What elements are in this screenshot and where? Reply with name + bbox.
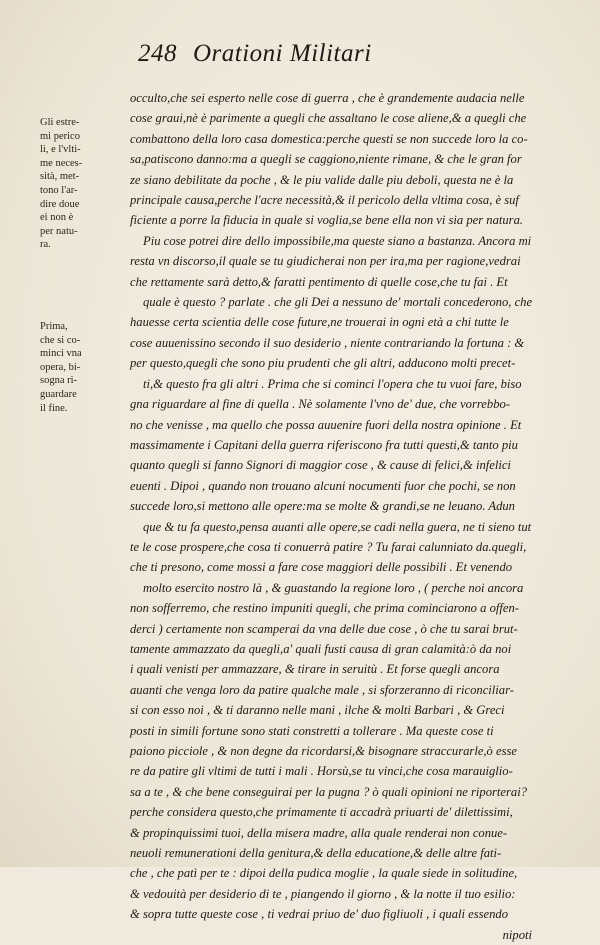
page-header [138,40,372,68]
margin-note-line: guardare [40,388,77,400]
text-line: no che venisse , ma quello che possa auuenire fuori della nostra opinione . Et [130,417,522,432]
margin-note-line: opera, bi- [40,361,81,373]
text-line: si con esso noi , & ti daranno nelle mani , ilche & molti Barbari , & Greci [130,703,505,718]
margin-note-line: mi perico [40,130,80,142]
margin-note-line: il fine. [40,402,68,414]
text-line: che rettamente sarà detto,& faratti pentimento di quelle cose,che tu fai . Et [130,274,508,289]
text-line: neuoli remunerationi della genitura,& della educatione,& delle altre fati- [130,846,502,861]
text-line: occulto,che sei esperto nelle cose di guerra , che è grandemente audacia nelle [130,91,525,105]
text-line: & sopra tutte queste cose , ti vedrai priuo de' duo figliuoli , i quali essendo [130,907,509,922]
text-line: quanto quegli si fanno Signori di maggior cose , & cause di felici,& infelici [130,458,511,473]
text-line: paiono picciole , & non degne da ricordarsi,& bisognare straccurarle,ò esse [130,744,517,758]
margin-note-first-the-end [40,320,82,415]
text-line: gna riguardare al fine di quella . Nè solamente l'vno de' due, che vorrebbo- [130,397,510,412]
text-line: succede loro,si mettono alle opere:ma se molte & grandi,se ne leuano. Adun [130,499,515,514]
text-line: & propinquissimi tuoi, della misera madre, alla quale renderai non conue- [130,825,508,840]
text-line: perche considera questo,che primamente ti accadrà priuarti de' dilettissimi, [130,805,513,820]
text-line: re da patire gli vltimi de tutti i mali . Horsù,se tu vinci,che cosa marauiglio- [130,764,513,779]
text-line: que & tu fa questo,pensa auanti alle opere,se cadi nella guera, ne ti sieno tut [143,519,532,534]
margin-note-line: sogna ri- [40,375,78,387]
text-line: resta vn discorso,il quale se tu giudicherai non per ira,ma per ragione,vedrai [130,254,521,269]
text-line: molto esercito nostro là , & guastando la regione loro , ( perche noi ancora [143,580,524,595]
text-line: cose auuenissino secondo il suo desiderio , niente contrariando la fortuna : & [130,335,525,350]
text-line: non sofferremo, che restino impuniti quegli, che prima cominciarono a offen- [130,601,519,616]
text-line: ze siano debilitate da poche , & le piu valide dalle piu deboli, questa ne è la [130,172,514,187]
text-line: hauesse certa scientia delle cose future,ne trouerai in ogni età a chi tutte le [130,315,509,330]
text-line: cose graui,nè è parimente a quegli che assaltano le cose aliene,& a quegli che [130,111,527,126]
text-line: che ti presono, come mossi a fare cose maggiori delle possibili . Et venendo [130,560,513,575]
margin-note-line: sità, met- [40,171,80,183]
text-line: derci ) certamente non scamperai da vna delle due cose , ò che tu sarai brut- [130,621,518,636]
margin-note-line: Gli estre- [40,117,80,128]
text-line: euenti . Dipoi , quando non trouano alcuni nocumenti fuor che pochi, se non [130,478,516,493]
catchword: nipoti [502,927,532,942]
text-line: posti in simili fortune sono stati constretti a tollerare . Ma queste cose ti [130,723,494,738]
margin-note-line: dire doue [40,198,80,210]
running-title: Orationi Militari [193,40,372,67]
margin-note-line: li, e l'vlti- [40,144,81,156]
margin-note-line: per natu- [40,225,78,237]
text-line: sa,patiscono danno:ma a quegli se caggiono,niente rimane, & che le gran for [130,152,522,167]
margin-note-line: minci vna [40,348,82,360]
margin-note-line: ra. [40,239,51,251]
text-line: tamente ammazzato da quegli,a' quali fusti causa di gran calamità:ò da noi [130,641,512,656]
margin-note-line: che si co- [40,334,81,346]
text-line: combattono della loro casa domestica:perche questi se non succede loro la co- [130,131,528,146]
page-number: 248 [138,40,177,67]
text-line: Piu cose potrei dire dello impossibile,ma queste siano a bastanza. Ancora mi [143,233,532,248]
margin-note-line: Prima, [40,321,68,332]
text-line: auanti che venga loro da patire qualche male , si sforzeranno di riconciliar- [130,682,514,697]
text-line: i quali venisti per ammazzare, & tirare in seruitù . Et forse quegli ancora [130,662,500,677]
text-line: ti,& questo fra gli altri . Prima che si cominci l'opera che tu vuoi fare, biso [143,376,522,391]
text-line: massimamente i Capitani della guerra riferiscono fra tutti questi,& tanto piu [130,437,518,452]
text-line: quale è questo ? parlate . che gli Dei a nessuno de' mortali concederono, che [143,295,533,310]
margin-note-line: tono l'ar- [40,184,78,196]
body-text [130,88,576,945]
text-line: che , che patì per te : dipoi della pudica moglie , la quale siede in solitudine, [130,866,518,881]
text-line: per questo,quegli che sono piu prudenti che gli altri, adducono molti precet- [130,356,516,371]
text-line: te le cose prospere,che cosa ti conuerrà patire ? Tu farai calunniato da.quegli, [130,539,527,554]
margin-note-line: ei non è [40,212,74,224]
margin-note-necessity [40,116,82,252]
margin-note-line: me neces- [40,157,83,169]
text-line: principale causa,perche l'acre necessità,& il pericolo della vltima cosa, è suf [130,193,519,208]
text-line: sa a te , & che bene conseguirai per la pugna ? ò quali opinioni ne riporterai? [130,784,528,799]
text-line: & vedouità per desiderio di te , piangendo il giorno , & la notte il tuo esilio: [130,886,516,901]
text-line: ficiente a porre la fiducia in quale si voglia,se bene ella non vi sia per natura. [130,213,524,228]
